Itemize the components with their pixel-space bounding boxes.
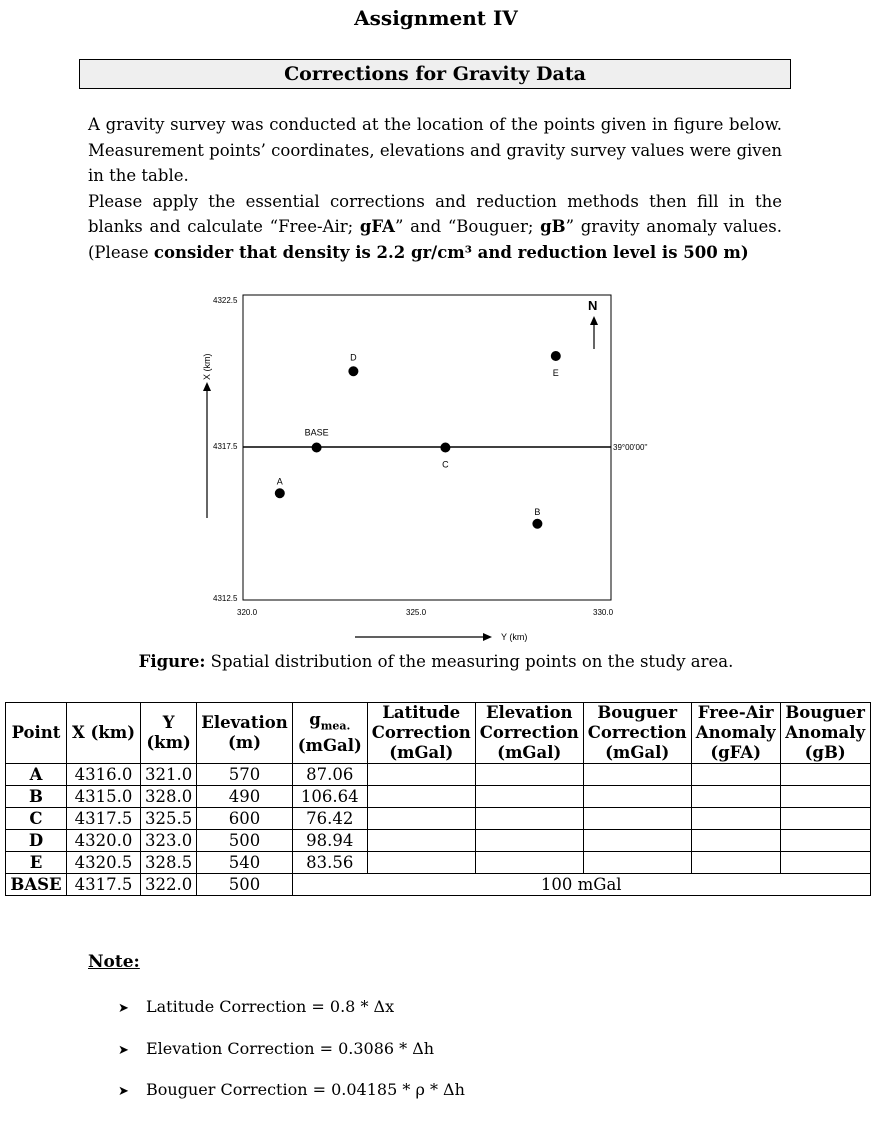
latitude-label: 39°00'00'': [613, 443, 648, 452]
y-tick-label: 4312.5: [213, 594, 238, 603]
figure-caption-text: Spatial distribution of the measuring points on the study area.: [205, 652, 734, 671]
note-heading: Note:: [88, 952, 140, 972]
survey-point-label: D: [350, 352, 357, 363]
note-item: ➤ Bouguer Correction = 0.04185 * ρ * Δh: [118, 1080, 465, 1099]
gravity-data-table: [5, 702, 871, 896]
header-free-air-anomaly: Free-Air Anomaly (gFA): [691, 703, 780, 764]
x-axis-arrowhead: [203, 382, 211, 391]
blank-cell[interactable]: [780, 830, 870, 852]
y-tick-label: 4322.5: [213, 296, 238, 305]
table-row-base: [6, 874, 871, 896]
blank-cell[interactable]: [583, 808, 691, 830]
blank-cell[interactable]: [583, 852, 691, 874]
arrow-bullet-icon: ➤: [118, 1084, 129, 1099]
header-x: X (km): [67, 703, 141, 764]
cell-gmea: 106.64: [292, 786, 367, 808]
blank-cell[interactable]: [475, 830, 583, 852]
cell-y: 321.0: [141, 764, 197, 786]
note-item: ➤ Elevation Correction = 0.3086 * Δh: [118, 1039, 435, 1058]
header-elevation-correction: Elevation Correction (mGal): [475, 703, 583, 764]
cell-elevation: 490: [197, 786, 293, 808]
table-row: [6, 786, 871, 808]
cell-x: 4317.5: [67, 874, 141, 896]
section-title: Corrections for Gravity Data: [79, 59, 791, 89]
survey-map-figure: [190, 290, 660, 650]
intro-paragraph-1: A gravity survey was conducted at the location of the points given in figure below. Measurement points’ coordinates, elevations and gravity survey values were given in the table.: [88, 115, 782, 185]
header-bouguer-anomaly: Bouguer Anomaly (gB): [780, 703, 870, 764]
cell-point: A: [6, 764, 67, 786]
note-item: ➤ Latitude Correction = 0.8 * Δx: [118, 997, 395, 1016]
blank-cell[interactable]: [691, 764, 780, 786]
survey-point-label: B: [534, 506, 541, 517]
cell-elevation: 500: [197, 830, 293, 852]
header-gmea: $g_{mea.}$ (mGal): [292, 703, 367, 764]
north-label: N: [588, 298, 598, 313]
blank-cell[interactable]: [475, 852, 583, 874]
blank-cell[interactable]: [367, 786, 475, 808]
cell-y: 325.5: [141, 808, 197, 830]
cell-x: 4317.5: [67, 808, 141, 830]
intro-text: [88, 112, 782, 265]
blank-cell[interactable]: [780, 808, 870, 830]
blank-cell[interactable]: [583, 786, 691, 808]
blank-cell[interactable]: [583, 764, 691, 786]
table-row: [6, 830, 871, 852]
y-axis-label: Y (km): [501, 632, 528, 642]
figure-caption: [0, 652, 872, 671]
arrow-bullet-icon: ➤: [118, 1001, 129, 1016]
cell-elevation: 500: [197, 874, 293, 896]
blank-cell[interactable]: [691, 830, 780, 852]
survey-point-c: [440, 443, 450, 453]
cell-gmea: 83.56: [292, 852, 367, 874]
cell-x: 4320.0: [67, 830, 141, 852]
survey-point-label: E: [552, 368, 559, 378]
blank-cell[interactable]: [367, 808, 475, 830]
header-y: Y (km): [141, 703, 197, 764]
cell-gmea: 87.06: [292, 764, 367, 786]
table-row: [6, 852, 871, 874]
header-elevation: Elevation (m): [197, 703, 293, 764]
blank-cell[interactable]: [780, 764, 870, 786]
cell-y: 322.0: [141, 874, 197, 896]
base-gravity-value: 100 mGal: [292, 874, 870, 896]
cell-elevation: 600: [197, 808, 293, 830]
cell-x: 4320.5: [67, 852, 141, 874]
blank-cell[interactable]: [475, 786, 583, 808]
cell-y: 328.5: [141, 852, 197, 874]
intro-paragraph-2: [88, 189, 782, 266]
intro-p2-part-b: ” and “Bouguer;: [394, 217, 541, 236]
x-tick-label: 330.0: [593, 608, 614, 617]
cell-elevation: 540: [197, 852, 293, 874]
intro-gb: gB: [540, 217, 566, 236]
cell-point: C: [6, 808, 67, 830]
blank-cell[interactable]: [780, 852, 870, 874]
blank-cell[interactable]: [691, 786, 780, 808]
blank-cell[interactable]: [780, 786, 870, 808]
cell-y: 328.0: [141, 786, 197, 808]
y-tick-label: 4317.5: [213, 442, 238, 451]
blank-cell[interactable]: [367, 830, 475, 852]
y-axis-arrowhead: [483, 633, 492, 641]
header-point: Point: [6, 703, 67, 764]
assignment-title: Assignment IV: [354, 6, 518, 30]
survey-point-base: [312, 443, 322, 453]
intro-gfa: gFA: [359, 217, 395, 236]
cell-gmea: 76.42: [292, 808, 367, 830]
cell-point: E: [6, 852, 67, 874]
survey-point-label: C: [442, 459, 449, 470]
cell-point: B: [6, 786, 67, 808]
cell-point: BASE: [6, 874, 67, 896]
survey-point-b: [532, 519, 542, 529]
cell-elevation: 570: [197, 764, 293, 786]
blank-cell[interactable]: [583, 830, 691, 852]
blank-cell[interactable]: [475, 764, 583, 786]
intro-p2-part-c: ” gravity anomaly values. (Please: [88, 217, 783, 262]
header-latitude-correction: Latitude Correction (mGal): [367, 703, 475, 764]
x-tick-label: 320.0: [237, 608, 258, 617]
survey-point-e: [551, 351, 561, 361]
cell-y: 323.0: [141, 830, 197, 852]
x-tick-label: 325.0: [406, 608, 427, 617]
intro-p2-part-a: Please apply the essential corrections and reduction methods then fill in the blanks and calculate “Free-Air;: [88, 191, 782, 236]
survey-point-d: [348, 366, 358, 376]
arrow-bullet-icon: ➤: [118, 1043, 129, 1058]
blank-cell[interactable]: [475, 808, 583, 830]
survey-point-label: A: [276, 476, 283, 487]
cell-gmea: 98.94: [292, 830, 367, 852]
cell-x: 4316.0: [67, 764, 141, 786]
figure-caption-label: Figure:: [138, 652, 206, 671]
cell-x: 4315.0: [67, 786, 141, 808]
cell-point: D: [6, 830, 67, 852]
survey-point-a: [275, 488, 285, 498]
header-bouguer-correction: Bouguer Correction (mGal): [583, 703, 691, 764]
blank-cell[interactable]: [367, 764, 475, 786]
table-header-row: [6, 703, 871, 764]
blank-cell[interactable]: [691, 852, 780, 874]
table-row: [6, 764, 871, 786]
intro-p2-bold: consider that density is 2.2 gr/cm³ and reduction level is 500 m): [153, 242, 749, 262]
x-axis-label: X (km): [202, 353, 212, 380]
blank-cell[interactable]: [691, 808, 780, 830]
blank-cell[interactable]: [367, 852, 475, 874]
table-row: [6, 808, 871, 830]
survey-point-label: BASE: [304, 427, 329, 438]
